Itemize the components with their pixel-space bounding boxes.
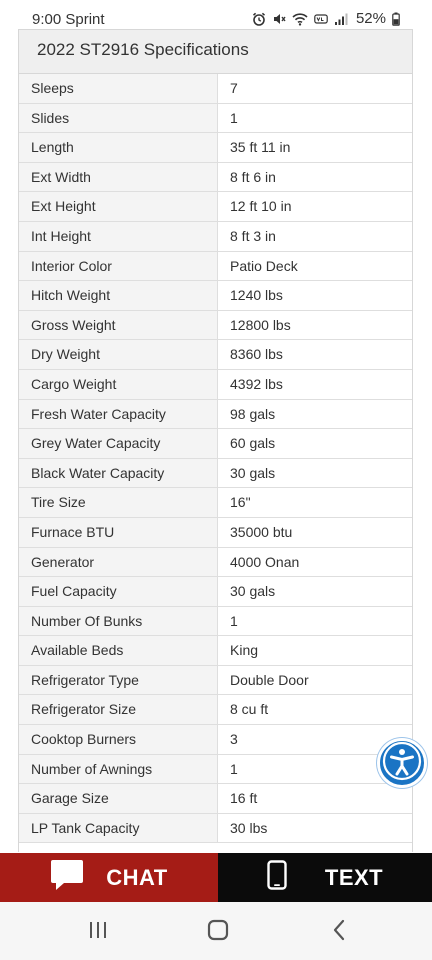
spec-value: 12800 lbs — [230, 316, 291, 333]
spec-row — [19, 636, 412, 666]
spec-label: Grey Water Capacity — [19, 429, 218, 458]
spec-value: 1240 lbs — [230, 287, 283, 304]
spec-value: 30 gals — [230, 464, 276, 481]
spec-row — [19, 518, 412, 548]
spec-row — [19, 281, 412, 311]
spec-label: Refrigerator Type — [19, 666, 218, 695]
spec-value: 35000 btu — [230, 523, 293, 540]
recent-apps-icon — [87, 920, 109, 945]
spec-row — [19, 607, 412, 637]
spec-value: 30 gals — [230, 583, 276, 600]
specifications-title: 2022 ST2916 Specifications — [19, 30, 412, 74]
battery-icon — [392, 12, 400, 26]
spec-value: 1 — [230, 760, 238, 777]
spec-label: Available Beds — [19, 636, 218, 665]
chat-bubble-icon — [50, 859, 84, 896]
spec-label: Ext Width — [19, 163, 218, 192]
spec-label: Tire Size — [19, 488, 218, 517]
spec-value: 12 ft 10 in — [230, 198, 292, 215]
spec-row — [19, 666, 412, 696]
spec-label: Int Height — [19, 222, 218, 251]
spec-row — [19, 370, 412, 400]
spec-label: Ext Height — [19, 192, 218, 221]
text-button[interactable] — [218, 853, 432, 902]
spec-row — [19, 74, 412, 104]
smartphone-icon — [267, 860, 287, 895]
spec-value: 98 gals — [230, 405, 276, 422]
specifications-table — [18, 29, 413, 852]
home-icon — [207, 919, 229, 946]
spec-value: 35 ft 11 in — [230, 139, 291, 156]
spec-value: 4000 Onan — [230, 553, 300, 570]
spec-value: 16 ft — [230, 790, 258, 807]
spec-row — [19, 133, 412, 163]
spec-label: Refrigerator Size — [19, 695, 218, 724]
volte-icon — [314, 12, 328, 26]
accessibility-icon — [382, 741, 422, 786]
spec-row — [19, 429, 412, 459]
spec-label: Interior Color — [19, 252, 218, 281]
chat-label: CHAT — [106, 864, 168, 890]
android-nav-bar — [0, 902, 432, 960]
spec-label: Dry Weight — [19, 340, 218, 369]
mute-icon — [272, 12, 286, 26]
accessibility-button[interactable] — [377, 738, 427, 788]
spec-row — [19, 814, 412, 844]
spec-value: 4392 lbs — [230, 375, 283, 392]
spec-row — [19, 163, 412, 193]
back-button[interactable] — [325, 918, 353, 946]
spec-label: Black Water Capacity — [19, 459, 218, 488]
spec-row — [19, 222, 412, 252]
spec-value: King — [230, 642, 259, 659]
wifi-icon — [292, 12, 308, 26]
spec-value: 3 — [230, 731, 238, 748]
spec-value: 60 gals — [230, 435, 276, 452]
text-label: TEXT — [324, 864, 384, 890]
spec-value: 8 ft 3 in — [230, 227, 276, 244]
spec-label: Number Of Bunks — [19, 607, 218, 636]
spec-value: Patio Deck — [230, 257, 298, 274]
spec-row — [19, 459, 412, 489]
recent-apps-button[interactable] — [84, 918, 112, 946]
spec-label: Garage Size — [19, 784, 218, 813]
spec-label: Number of Awnings — [19, 755, 218, 784]
spec-label: Fresh Water Capacity — [19, 400, 218, 429]
spec-value: 16" — [230, 494, 251, 511]
spec-value: 30 lbs — [230, 819, 268, 836]
chat-button[interactable] — [0, 853, 218, 902]
back-icon — [331, 919, 347, 946]
battery-percent: 52% — [355, 10, 386, 27]
spec-value: 8 cu ft — [230, 701, 269, 718]
specifications-rows — [19, 74, 412, 843]
spec-row — [19, 725, 412, 755]
spec-value: 1 — [230, 109, 238, 126]
spec-row — [19, 400, 412, 430]
spec-value: 8 ft 6 in — [230, 168, 276, 185]
spec-row — [19, 577, 412, 607]
signal-icon — [334, 12, 348, 26]
spec-label: LP Tank Capacity — [19, 814, 218, 843]
cta-bar — [0, 853, 432, 902]
spec-label: Length — [19, 133, 218, 162]
spec-label: Sleeps — [19, 74, 218, 103]
spec-row — [19, 252, 412, 282]
spec-label: Generator — [19, 548, 218, 577]
spec-row — [19, 340, 412, 370]
spec-row — [19, 548, 412, 578]
spec-label: Gross Weight — [19, 311, 218, 340]
spec-label: Furnace BTU — [19, 518, 218, 547]
spec-row — [19, 695, 412, 725]
spec-row — [19, 755, 412, 785]
spec-value: 7 — [230, 80, 238, 96]
spec-row — [19, 311, 412, 341]
status-icons — [252, 10, 400, 27]
spec-row — [19, 784, 412, 814]
spec-value: 8360 lbs — [230, 346, 283, 363]
spec-label: Cooktop Burners — [19, 725, 218, 754]
spec-label: Slides — [19, 104, 218, 133]
spec-label: Hitch Weight — [19, 281, 218, 310]
home-button[interactable] — [204, 918, 232, 946]
spec-row — [19, 104, 412, 134]
spec-row — [19, 192, 412, 222]
status-time-carrier: 9:00 Sprint — [32, 11, 105, 28]
spec-value: 1 — [230, 612, 238, 629]
spec-row — [19, 488, 412, 518]
spec-label: Fuel Capacity — [19, 577, 218, 606]
spec-value: Double Door — [230, 671, 309, 688]
spec-label: Cargo Weight — [19, 370, 218, 399]
alarm-icon — [252, 12, 266, 26]
